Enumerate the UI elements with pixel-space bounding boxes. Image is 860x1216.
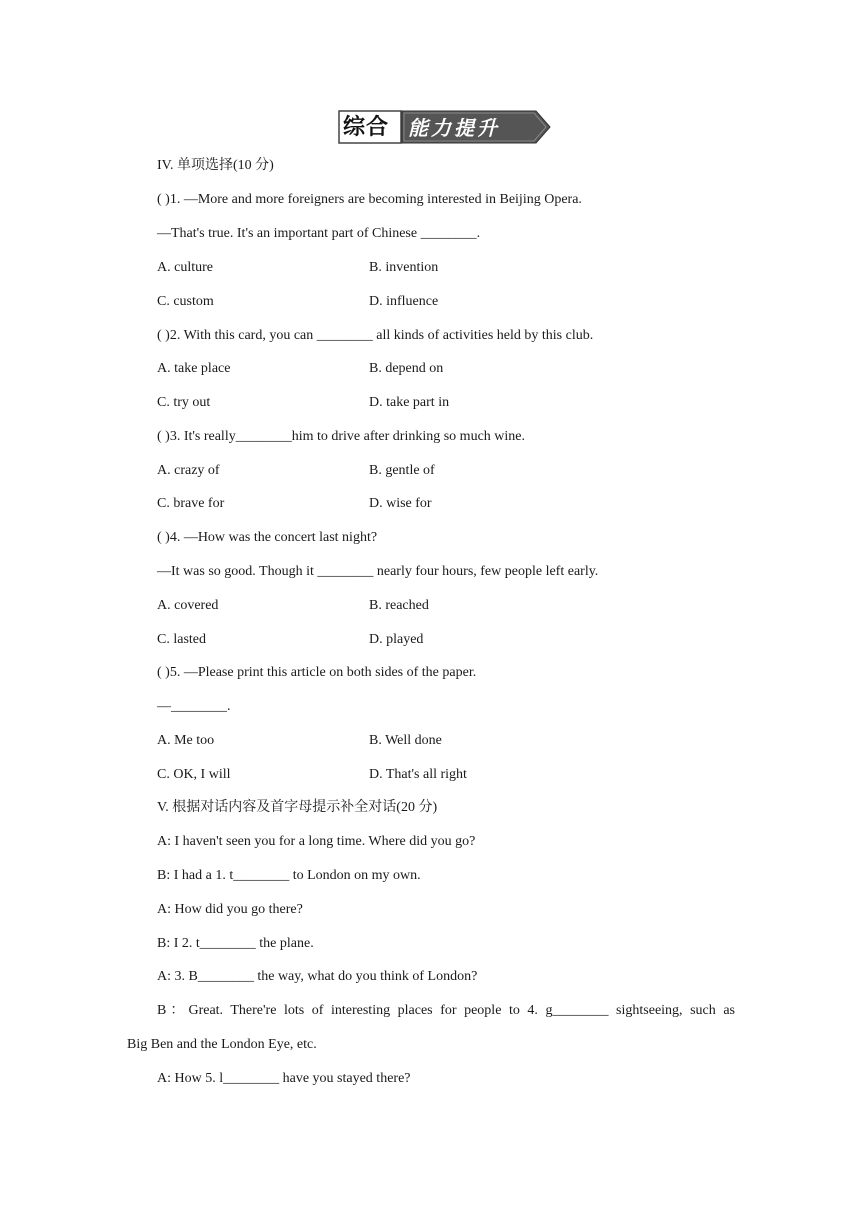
question-3-option-c: C. brave for — [157, 496, 225, 511]
question-3-option-d: D. wise for — [369, 496, 432, 511]
dialogue-line: A: 3. B________ the way, what do you think of London? — [157, 969, 478, 984]
question-1-option-a: A. culture — [157, 260, 213, 275]
question-4-reply: —It was so good. Though it ________ nearly four hours, few people left early. — [157, 564, 599, 579]
question-3-stem: ( )3. It's really________him to drive after drinking so much wine. — [157, 429, 525, 444]
question-5-option-a: A. Me too — [157, 733, 215, 748]
dialogue-line-continuation: Big Ben and the London Eye, etc. — [127, 1037, 317, 1052]
question-1-option-c: C. custom — [157, 294, 214, 309]
question-4-option-b: B. reached — [369, 598, 429, 613]
question-3-option-a: A. crazy of — [157, 463, 220, 478]
question-5-option-d: D. That's all right — [369, 767, 467, 782]
question-4-option-a: A. covered — [157, 598, 219, 613]
question-1-reply: —That's true. It's an important part of Chinese ________. — [157, 226, 481, 241]
section-5-heading: V. 根据对话内容及首字母提示补全对话(20 分) — [157, 800, 438, 815]
question-3-option-b: B. gentle of — [369, 463, 435, 478]
section-4-heading: IV. 单项选择(10 分) — [157, 158, 274, 173]
question-4-option-c: C. lasted — [157, 632, 206, 647]
dialogue-line: B: I 2. t________ the plane. — [157, 936, 314, 951]
question-2-option-a: A. take place — [157, 361, 231, 376]
question-2-option-d: D. take part in — [369, 395, 450, 410]
question-1-option-b: B. invention — [369, 260, 439, 275]
question-5-stem: ( )5. —Please print this article on both sides of the paper. — [157, 665, 477, 680]
question-5-reply: —________. — [157, 699, 231, 714]
question-2-stem: ( )2. With this card, you can ________ all kinds of activities held by this club. — [157, 328, 594, 343]
question-1-option-d: D. influence — [369, 294, 439, 309]
banner-label-left: 综合 — [343, 115, 390, 140]
question-5-option-b: B. Well done — [369, 733, 442, 748]
dialogue-line: A: I haven't seen you for a long time. Where did you go? — [157, 834, 476, 849]
question-2-option-c: C. try out — [157, 395, 211, 410]
dialogue-line: A: How 5. l________ have you stayed there? — [157, 1071, 411, 1086]
dialogue-line: A: How did you go there? — [157, 902, 303, 917]
question-5-option-c: C. OK, I will — [157, 767, 231, 782]
question-1-stem: ( )1. —More and more foreigners are becoming interested in Beijing Opera. — [157, 192, 582, 207]
question-2-option-b: B. depend on — [369, 361, 444, 376]
section-banner — [338, 108, 552, 146]
dialogue-line: B: I had a 1. t________ to London on my own. — [157, 868, 421, 883]
dialogue-line: B：Great. There're lots of interesting places for people to 4. g________ sightseeing, such as — [157, 1003, 735, 1018]
banner-label-right: 能力提升 — [408, 116, 500, 140]
question-4-stem: ( )4. —How was the concert last night? — [157, 530, 378, 545]
question-4-option-d: D. played — [369, 632, 424, 647]
